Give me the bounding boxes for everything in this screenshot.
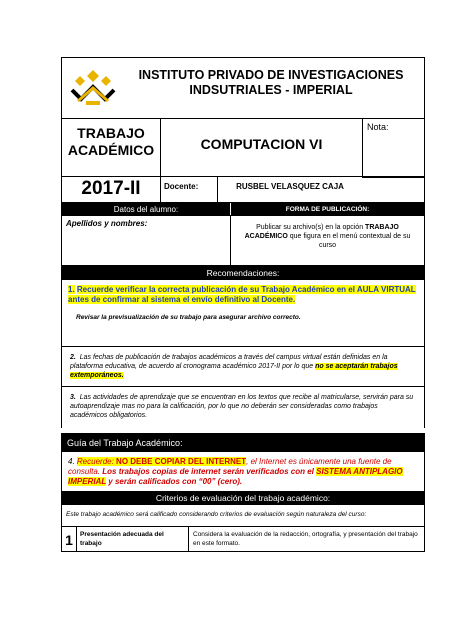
info-row	[61, 176, 425, 202]
student-data-row	[61, 215, 425, 265]
institute-name-line2: INDSUTRIALES - IMPERIAL	[189, 83, 353, 97]
period: 2017-II	[81, 178, 141, 199]
student-data-header: Datos del alumno:	[62, 203, 230, 215]
recommendation-item-2: 2. Las fechas de publicación de trabajos académicos a través del campus virtual están definidas en la plataforma educativa, de acuerdo al cronograma académico 2017-II por lo que no se aceptarán trabajos extemporáneos.	[61, 346, 425, 386]
doc-type	[62, 119, 160, 176]
academic-form	[61, 57, 425, 552]
criteria-item-desc: Considera la evaluación de la redacción, ortografía, y presentación del trabajo en este formato.	[188, 527, 424, 551]
item1-note: Revisar la previsualización de su trabajo para asegurar archivo correcto.	[76, 314, 301, 321]
item1-text: 1. Recuerde verificar la correcta publicación de su Trabajo Académico en el AULA VIRTUAL antes de confirmar al sistema el envío definitivo al Docente.	[68, 285, 416, 304]
recommendation-item-3: 3. Las actividades de aprendizaje que se encuentran en los textos que recibe al matricularse, servirán para su autoaprendizaje mas no para la calificación, por lo que no deberán ser consideradas como trabajos académicos obligatorios.	[61, 386, 425, 428]
criteria-intro: Este trabajo académico será calificado considerando criterios de evaluación según naturaleza del curso:	[61, 504, 425, 526]
course-name: COMPUTACION VI	[160, 119, 362, 176]
recommendation-item-1	[61, 279, 425, 346]
student-header-row	[61, 202, 425, 215]
title-row	[61, 118, 425, 176]
institute-name-line1: INSTITUTO PRIVADO DE INVESTIGACIONES	[138, 68, 404, 82]
criteria-header: Criterios de evaluación del trabajo académico:	[61, 491, 425, 504]
institute-header	[61, 57, 425, 118]
publish-form-header: FORMA DE PUBLICACIÓN:	[230, 203, 424, 215]
doc-type-line2: ACADÉMICO	[67, 142, 155, 158]
guide-item-4: 4. Recuerde: NO DEBE COPIAR DEL INTERNET, el Internet es únicamente una fuente de consulta. Los trabajos copias de internet serán verificados con el SISTEMA ANTIPLAGIO IMPERIAL y serán calificados con “00” (cero).	[61, 451, 425, 491]
recommendations-header: Recomendaciones:	[61, 265, 425, 279]
teacher-label: Docente:	[160, 177, 217, 202]
institute-logo-icon	[68, 68, 118, 108]
criteria-item-1	[61, 526, 425, 552]
criteria-item-number: 1	[65, 532, 73, 548]
grade-label: Nota:	[362, 119, 424, 176]
guide-header: Guía del Trabajo Académico:	[61, 433, 425, 451]
institute-name	[126, 68, 416, 98]
teacher-name: RUSBEL VELASQUEZ CAJA	[217, 177, 362, 202]
name-label: Apellidos y nombres:	[66, 219, 148, 228]
criteria-item-title: Presentación adecuada del trabajo	[76, 527, 188, 551]
doc-type-line1: TRABAJO	[77, 125, 145, 141]
publish-instructions: Publicar su archivo(s) en la opción TRABAJO ACADÉMICO que figura en el menú contextual de su curso	[230, 216, 424, 265]
